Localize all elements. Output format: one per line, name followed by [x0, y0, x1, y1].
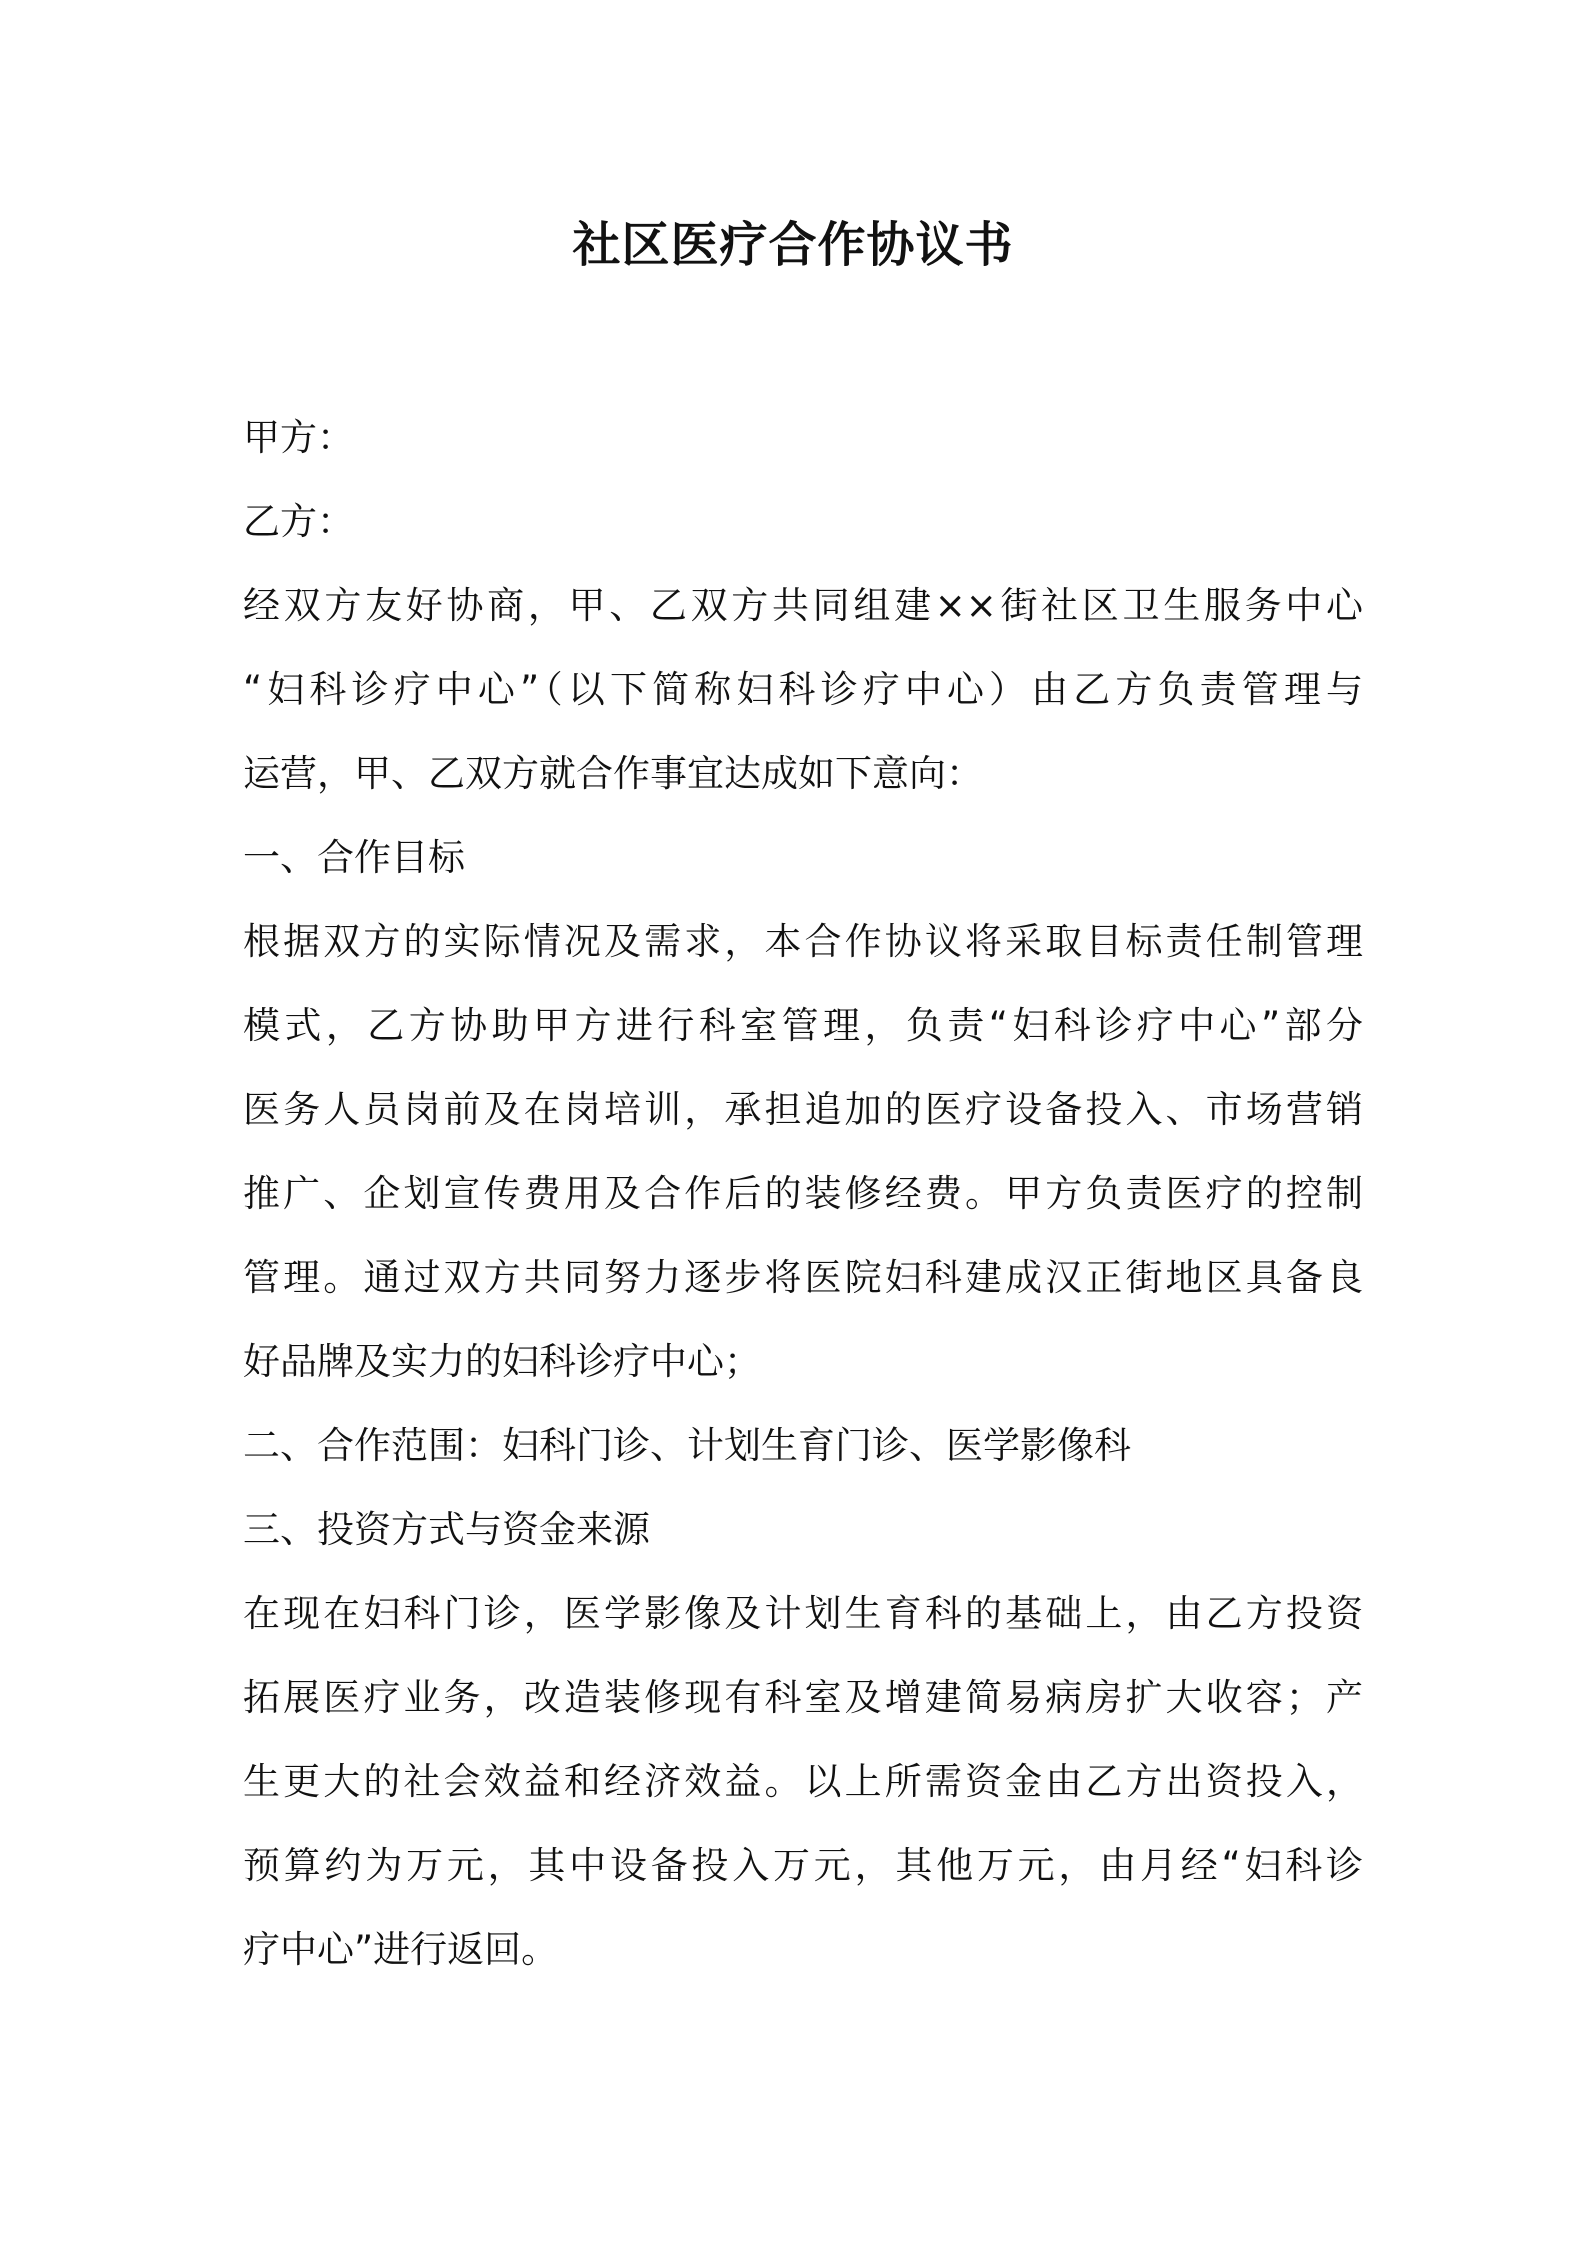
- document-body: [243, 396, 1363, 1992]
- section1-line: 根据双方的实际情况及需求，本合作协议将采取目标责任制管理: [243, 920, 1363, 963]
- section1-line: 管理。通过双方共同努力逐步将医院妇科建成汉正街地区具备良: [243, 1256, 1363, 1299]
- intro-line: 运营，甲、乙双方就合作事宜达成如下意向：: [243, 752, 983, 795]
- section-heading-goals: 一、合作目标: [243, 836, 465, 879]
- document-title: 社区医疗合作协议书: [572, 217, 1014, 273]
- section1-line: 模式，乙方协助甲方进行科室管理，负责“妇科诊疗中心”部分: [243, 1004, 1363, 1047]
- section3-line: 预算约为万元，其中设备投入万元，其他万元，由月经“妇科诊: [243, 1844, 1363, 1887]
- party-b-line: 乙方：: [243, 500, 354, 543]
- intro-line: “妇科诊疗中心”（以下简称妇科诊疗中心）由乙方负责管理与: [243, 668, 1363, 711]
- section-heading-scope: 二、合作范围：妇科门诊、计划生育门诊、医学影像科: [243, 1424, 1131, 1467]
- section1-line: 推广、企划宣传费用及合作后的装修经费。甲方负责医疗的控制: [243, 1172, 1363, 1215]
- intro-line: 经双方友好协商，甲、乙双方共同组建××街社区卫生服务中心: [243, 584, 1363, 627]
- section3-line: 在现在妇科门诊，医学影像及计划生育科的基础上，由乙方投资: [243, 1592, 1363, 1635]
- party-a-line: 甲方：: [243, 416, 354, 459]
- section-heading-investment: 三、投资方式与资金来源: [243, 1508, 650, 1551]
- section3-line: 疗中心”进行返回。: [243, 1928, 559, 1971]
- section3-line: 生更大的社会效益和经济效益。以上所需资金由乙方出资投入，: [243, 1760, 1363, 1803]
- section1-line: 医务人员岗前及在岗培训，承担追加的医疗设备投入、市场营销: [243, 1088, 1363, 1131]
- section1-line: 好品牌及实力的妇科诊疗中心；: [243, 1340, 761, 1383]
- section3-line: 拓展医疗业务，改造装修现有科室及增建简易病房扩大收容；产: [243, 1676, 1363, 1719]
